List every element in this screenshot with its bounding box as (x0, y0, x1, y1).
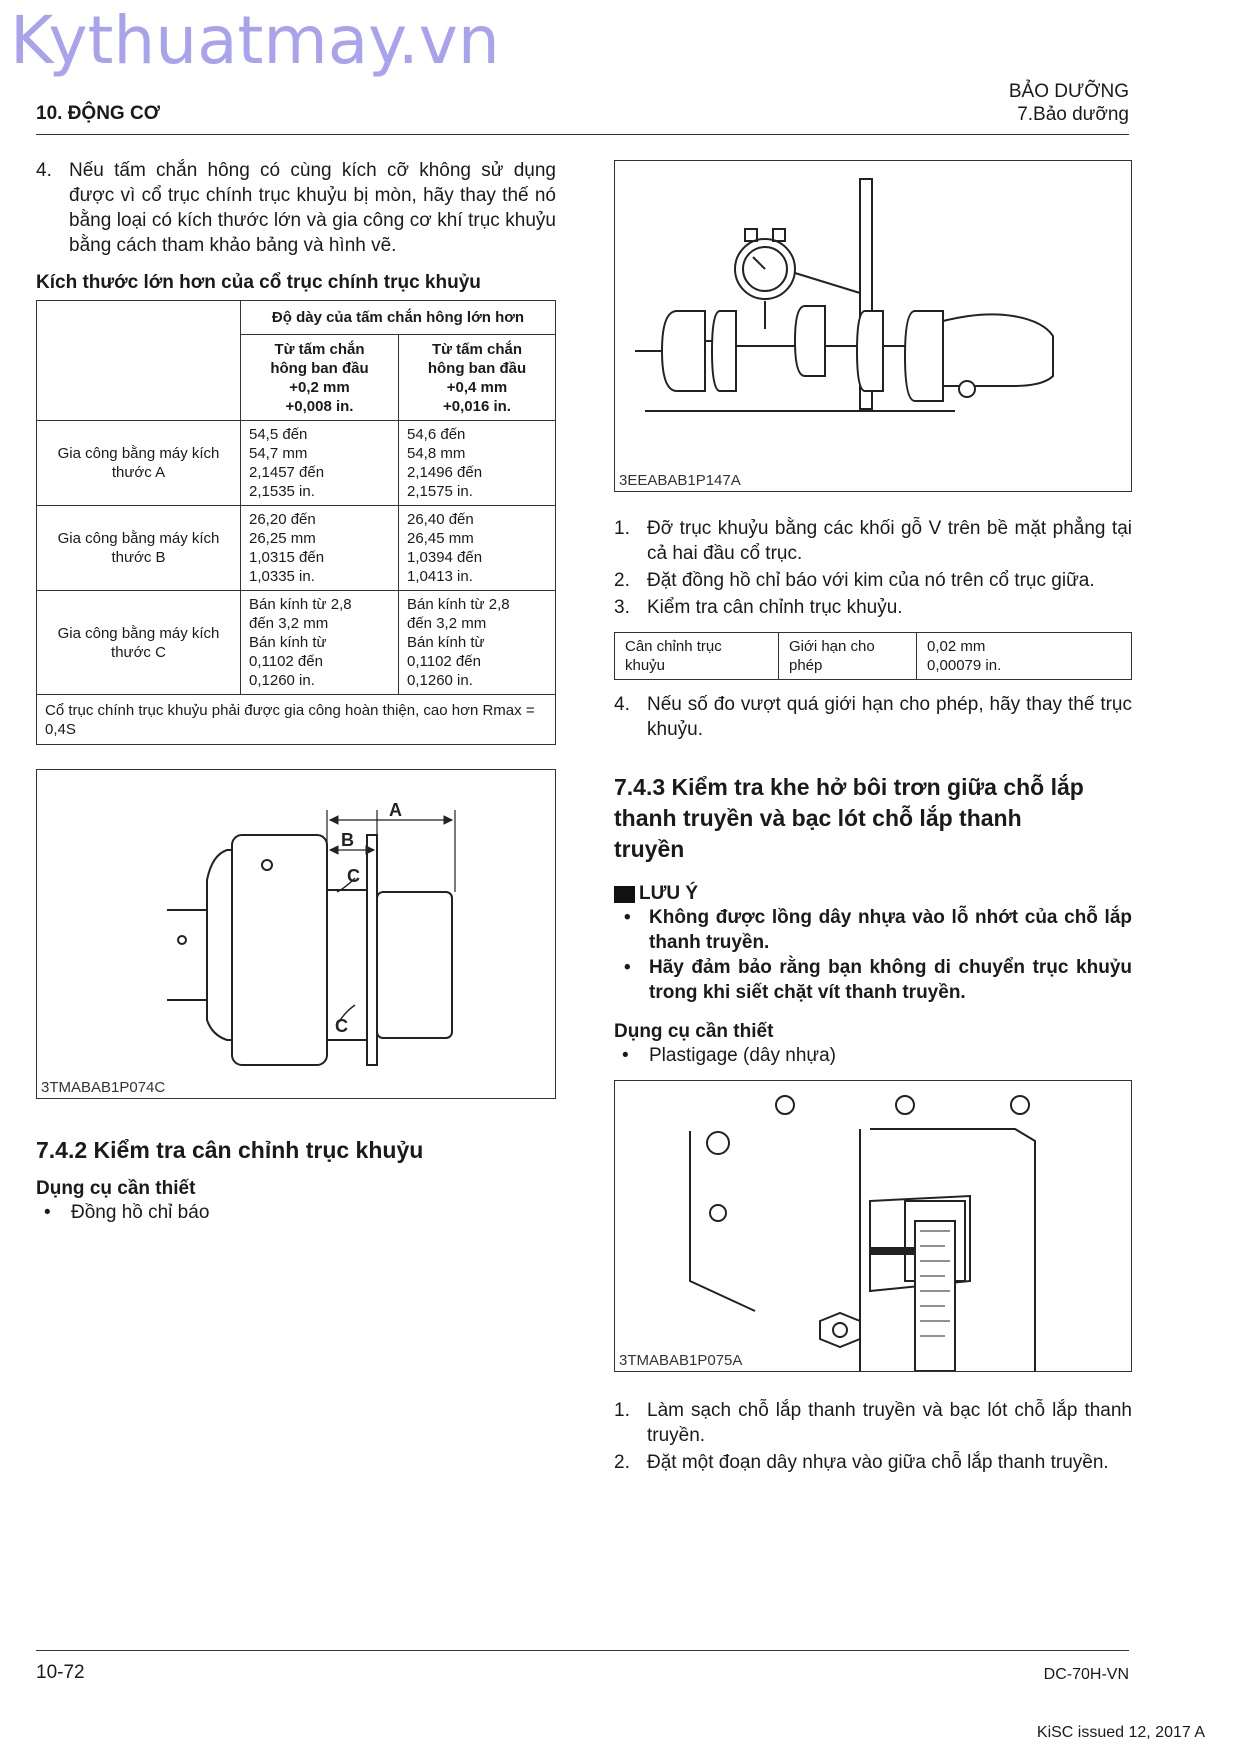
header-section (1009, 80, 1129, 126)
issue-date: KiSC issued 12, 2017 A (1036, 1724, 1205, 1741)
step-item: 3. Kiểm tra cân chỉnh trục khuỷu. (614, 597, 903, 618)
page-number: 10-72 (36, 1662, 85, 1683)
row-label: Gia công bằng máy kích thước B (37, 506, 241, 591)
figure-code: 3TMABAB1P075A (619, 1352, 743, 1369)
header-divider (36, 134, 1129, 135)
figure-code: 3TMABAB1P074C (41, 1079, 166, 1096)
dial-gauge-crankshaft-diagram (615, 161, 1132, 492)
dimension-label-a: A (389, 800, 402, 820)
table-col-header-04: Từ tấm chắn hông ban đầu +0,4 mm +0,016 in. (399, 335, 556, 421)
dimension-label-c-top: C (347, 866, 360, 886)
oversize-table (36, 300, 556, 745)
step-item: 1. Làm sạch chỗ lắp thanh truyền và bạc lót chỗ lắp thanh truyền. (614, 1400, 1132, 1446)
alignment-steps (614, 516, 1132, 620)
table-cell: 54,5 đến 54,7 mm 2,1457 đến 2,1535 in. (241, 421, 399, 506)
tool-item: • Plastigage (dây nhựa) (622, 1045, 836, 1066)
figure-crankshaft-dimensions (36, 769, 556, 1099)
row-label: Gia công bằng máy kích thước A (37, 421, 241, 506)
note-item: • Hãy đảm bảo rằng bạn không di chuyển trục khuỷu trong khi siết chặt vít thanh truyền. (624, 957, 1132, 1003)
watermark: Kythuatmay.vn (10, 2, 500, 79)
table-group-header: Độ dày của tấm chắn hông lớn hơn (241, 301, 556, 335)
dimension-label-b: B (341, 830, 354, 850)
table-cell: Bán kính từ 2,8 đến 3,2 mm Bán kính từ 0,1102 đến 0,1260 in. (399, 591, 556, 695)
step-4-paragraph: 4. Nếu tấm chắn hông có cùng kích cỡ không sử dụng được vì cổ trục chính trục khuỷu bị mòn, hãy thay thế nó bằng loại có kích thước lớn và gia công cơ khí trục khuỷu bằng cách tham khảo bảng và hình vẽ. (36, 160, 556, 256)
right-column (614, 160, 1132, 1475)
tools-title: Dụng cụ cần thiết (614, 1021, 774, 1042)
dimension-label-c-bottom: C (335, 1016, 348, 1036)
figure-dial-gauge (614, 160, 1132, 492)
section-742-title: 7.4.2 Kiểm tra cân chỉnh trục khuỷu (36, 1137, 424, 1163)
document-code: DC-70H-VN (1043, 1666, 1129, 1683)
table-cell: 0,02 mm 0,00079 in. (917, 633, 1132, 680)
clearance-steps (614, 1398, 1132, 1475)
note-title: LƯU Ý (614, 883, 1132, 905)
step-item: 2. Đặt đồng hồ chỉ báo với kim của nó trên cổ trục giữa. (614, 570, 1095, 591)
step-item: 1. Đỡ trục khuỷu bằng các khối gỗ V trên bề mặt phẳng tại cả hai đầu cổ trục. (614, 518, 1132, 564)
step-item: 4. Nếu số đo vượt quá giới hạn cho phép, hãy thay thế trục khuỷu. (614, 694, 1132, 740)
crankshaft-dimension-diagram (37, 770, 556, 1099)
table-row (37, 591, 556, 695)
alignment-limit-table (614, 632, 1132, 680)
table-row (37, 421, 556, 506)
table-row (37, 506, 556, 591)
tool-item: • Đồng hồ chỉ báo (44, 1202, 210, 1223)
section-subtitle: 7.Bảo dưỡng (1017, 104, 1129, 125)
note-square-icon (614, 886, 635, 903)
table-col-header-02: Từ tấm chắn hông ban đầu +0,2 mm +0,008 in. (241, 335, 399, 421)
tools-title: Dụng cụ cần thiết (36, 1178, 196, 1199)
figure-plastigage (614, 1080, 1132, 1372)
table-cell: Bán kính từ 2,8 đến 3,2 mm Bán kính từ 0,1102 đến 0,1260 in. (241, 591, 399, 695)
figure-code: 3EEABAB1P147A (619, 472, 741, 489)
note-item: • Không được lồng dây nhựa vào lỗ nhớt của chỗ lắp thanh truyền. (624, 907, 1132, 953)
row-label: Gia công bằng máy kích thước C (37, 591, 241, 695)
table-cell: Cân chỉnh trục khuỷu (615, 633, 779, 680)
footer-divider (36, 1650, 1129, 1651)
table-corner-cell (37, 301, 241, 421)
oversize-table-title: Kích thước lớn hơn của cổ trục chính trục khuỷu (36, 272, 481, 293)
chapter-title: 10. ĐỘNG CƠ (36, 103, 160, 124)
plastigage-diagram (615, 1081, 1132, 1372)
table-footnote: Cổ trục chính trục khuỷu phải được gia công hoàn thiện, cao hơn Rmax = 0,4S (37, 695, 556, 745)
left-column (36, 158, 556, 1225)
table-cell: 26,20 đến 26,25 mm 1,0315 đến 1,0335 in. (241, 506, 399, 591)
table-cell: Giới hạn cho phép (779, 633, 917, 680)
section-743-title: 7.4.3 Kiểm tra khe hở bôi trơn giữa chỗ lắp thanh truyền và bạc lót chỗ lắp thanh truyền (614, 774, 1084, 862)
table-cell: 54,6 đến 54,8 mm 2,1496 đến 2,1575 in. (399, 421, 556, 506)
section-title: BẢO DƯỠNG (1008, 81, 1129, 102)
table-cell: 26,40 đến 26,45 mm 1,0394 đến 1,0413 in. (399, 506, 556, 591)
step-item: 2. Đặt một đoạn dây nhựa vào giữa chỗ lắp thanh truyền. (614, 1452, 1109, 1473)
